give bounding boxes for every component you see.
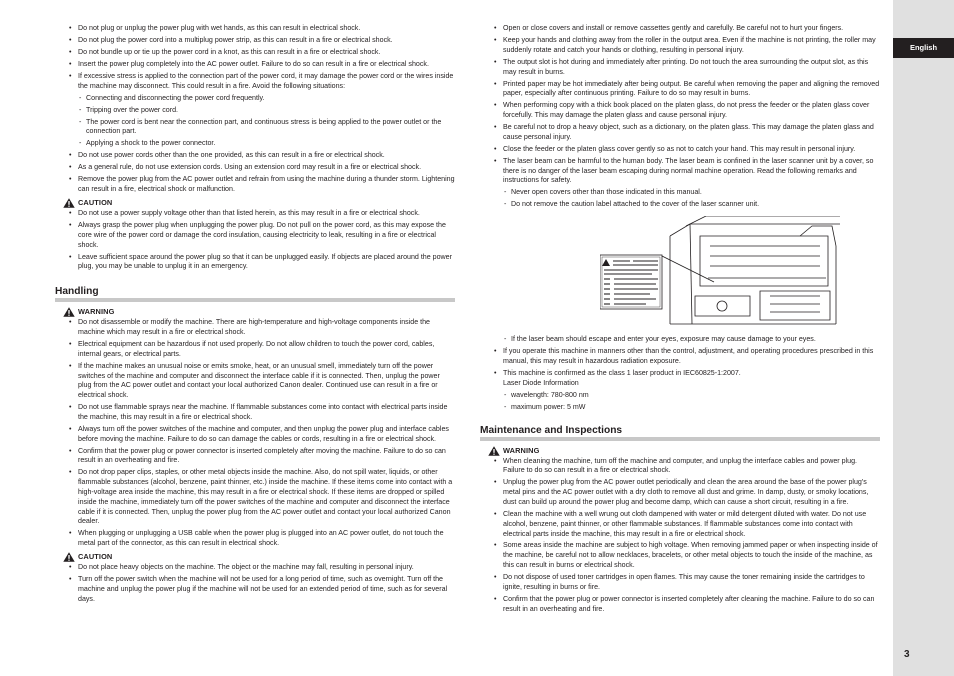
warning-triangle-icon: [488, 446, 500, 456]
list-item: • Do not use a power supply voltage other than that listed herein, as this may result in a fire or electrical shock.: [55, 209, 455, 219]
list-item: • Unplug the power plug from the AC power outlet periodically and clean the area around the base of the power plug's metal pins and the AC power outlet with a dry cloth to remove all dust and grime. In damp, dusty, or smoky locations, dust can build up around the power plug and become damp, which can cause a short circuit, resulting in a fire.: [480, 478, 880, 507]
maintenance-warning-list: [480, 457, 880, 615]
sub-list-item: - Applying a shock to the power connector.: [55, 139, 455, 149]
laser-diode-label: Laser Diode Information: [503, 378, 579, 387]
warning-heading: [55, 307, 455, 317]
list-item: • Be careful not to drop a heavy object, such as a dictionary, on the platen glass. This may damage the platen glass and cause personal injury.: [480, 123, 880, 143]
sub-list-item: - wavelength: 780-800 nm: [480, 391, 880, 401]
list-item: • This machine is confirmed as the class 1 laser product in IEC60825-1:2007.: [480, 369, 880, 379]
list-item: • Electrical equipment can be hazardous if not used properly. Do not allow children to touch the power cord, cables, internal gears, or electrical parts.: [55, 340, 455, 360]
list-item: • If the machine makes an unusual noise or emits smoke, heat, or an unusual smell, immediately turn off the power switches of the machine and computer and disconnect the interface cable if it is connected. Then, unplug the power plug from the AC power outlet and contact your local authorized Canon dealer. Continued use can result in a fire or electrical shock.: [55, 362, 455, 401]
sub-list-item: - The power cord is bent near the connection part, and continuous stress is being applied to the power outlet or the connection part.: [55, 118, 455, 138]
caution-list: [55, 563, 455, 604]
side-margin-band: [893, 0, 954, 676]
laser-caution-label-illustration: [600, 216, 840, 328]
list-item: • Clean the machine with a well wrung out cloth dampened with water or mild detergent diluted with water. Do not use alcohol, benzene, paint thinner, or other flammable substances. If flammable substances come into contact with electrical parts inside the machine, this may result in a fire or electrical shock.: [480, 510, 880, 539]
list-item: • Do not bundle up or tie up the power cord in a knot, as this can result in a fire or electrical shock.: [55, 48, 455, 58]
section-title-text: Handling: [55, 286, 99, 298]
list-item: • Do not plug the power cord into a multiplug power strip, as this can result in a fire or electrical shock.: [55, 36, 455, 46]
list-item: • Always grasp the power plug when unplugging the power plug. Do not pull on the power cord, as this may expose the core wire of the power cord or damage the cord insulation, causing electricity to leak, resulting in a fire or electrical shock.: [55, 221, 455, 250]
list-item: • When cleaning the machine, turn off the machine and computer, and unplug the interface cables and power plug. Failure to do so can result in a fire or electrical shock.: [480, 457, 880, 477]
sub-list-item: - maximum power: 5 mW: [480, 403, 880, 413]
warning-label: WARNING: [78, 307, 115, 317]
list-item: • As a general rule, do not use extension cords. Using an extension cord may result in a fire or electrical shock.: [55, 163, 455, 173]
handling-list-continued: [480, 24, 880, 210]
list-item: • Do not use flammable sprays near the machine. If flammable substances come into contact with electrical parts inside the machine, this may result in a fire or electrical shock.: [55, 403, 455, 423]
list-item: • The output slot is hot during and immediately after printing. Do not touch the area surrounding the output slot, as this may result in burns.: [480, 58, 880, 78]
list-item: • Confirm that the power plug or power connector is inserted completely after moving the machine. Failure to do so can result in an overheating and fire.: [55, 447, 455, 467]
list-item: • Close the feeder or the platen glass cover gently so as not to catch your hand. This may result in personal injury.: [480, 145, 880, 155]
warning-heading: [480, 446, 880, 456]
warning-triangle-icon: [63, 307, 75, 317]
intro-list: [55, 24, 455, 195]
caution-heading: [55, 198, 455, 208]
list-item: • Turn off the power switch when the machine will not be used for a long period of time, such as overnight. Turn off the machine and unplug the power plug if the machine will not be used for an extended period of time, such as for several days.: [55, 575, 455, 604]
sub-list-item: - Never open covers other than those indicated in this manual.: [480, 188, 880, 198]
list-item: • Some areas inside the machine are subject to high voltage. When removing jammed paper or when inspecting inside of the machine, be careful not to allow necklaces, bracelets, or other metal objects to touch the inside of the machine, as this can result in burns or electrical shock.: [480, 541, 880, 570]
sub-list-item: - Do not remove the caution label attached to the cover of the laser scanner unit.: [480, 200, 880, 210]
list-item: • Open or close covers and install or remove cassettes gently and carefully. Be careful not to hurt your fingers.: [480, 24, 880, 34]
list-item: • When plugging or unplugging a USB cable when the power plug is plugged into an AC power outlet, do not touch the metal part of the connector, as this can result in electrical shock.: [55, 529, 455, 549]
warning-triangle-icon: [63, 552, 75, 562]
list-item: • Insert the power plug completely into the AC power outlet. Failure to do so can result in a fire or electrical shock.: [55, 60, 455, 70]
left-column: [55, 24, 455, 607]
list-item: • If you operate this machine in manners other than the control, adjustment, and operating procedures prescribed in this manual, this may result in hazardous radiation exposure.: [480, 347, 880, 367]
caution-heading: [55, 552, 455, 562]
section-title-handling: [55, 286, 455, 302]
warning-list: [55, 318, 455, 549]
list-item: • Printed paper may be hot immediately after being output. Be careful when removing the paper and aligning the removed paper, especially after continuous printing. Failure to do so may result in burns.: [480, 80, 880, 100]
list-item: • Always turn off the power switches of the machine and computer, and then unplug the power plug and interface cables before moving the machine. Failure to do so can damage the cables or cords, resulting in a fire or electrical shock.: [55, 425, 455, 445]
list-item: • Keep your hands and clothing away from the roller in the output area. Even if the machine is not printing, the roller may suddenly rotate and catch your hands or clothing, resulting in personal injury.: [480, 36, 880, 56]
list-item: • Leave sufficient space around the power plug so that it can be unplugged easily. If objects are placed around the power plug, you may be unable to unplug it in an emergency.: [55, 253, 455, 273]
list-item: • Do not plug or unplug the power plug with wet hands, as this can result in electrical shock.: [55, 24, 455, 34]
list-item: • Do not disassemble or modify the machine. There are high-temperature and high-voltage components inside the machine which may result in a fire or electrical shock.: [55, 318, 455, 338]
list-item: • If excessive stress is applied to the connection part of the power cord, it may damage the power cord or the wires inside the machine may disconnect. This could result in a fire. Avoid the following situations:: [55, 72, 455, 92]
list-item: • Do not dispose of used toner cartridges in open flames. This may cause the toner remaining inside the cartridges to ignite, resulting in burns or fire.: [480, 573, 880, 593]
caution-list: [55, 209, 455, 272]
sub-list-item: - Tripping over the power cord.: [55, 106, 455, 116]
list-item: • Do not place heavy objects on the machine. The object or the machine may fall, resulting in personal injury.: [55, 563, 455, 573]
right-column: [480, 24, 880, 617]
warning-triangle-icon: [63, 198, 75, 208]
sub-list-item: - Connecting and disconnecting the power cord frequently.: [55, 94, 455, 104]
caution-label: CAUTION: [78, 198, 113, 208]
caution-label: CAUTION: [78, 552, 113, 562]
section-title-maintenance: [480, 425, 880, 441]
language-tab: English: [893, 38, 954, 58]
warning-label: WARNING: [503, 445, 540, 455]
sub-list-item: - If the laser beam should escape and enter your eyes, exposure may cause damage to your eyes.: [480, 335, 880, 345]
list-item: • Confirm that the power plug or power connector is inserted completely after cleaning the machine. Failure to do so can result in an overheating and fire.: [480, 595, 880, 615]
list-item: • Do not use power cords other than the one provided, as this can result in a fire or electrical shock.: [55, 151, 455, 161]
list-item: • Remove the power plug from the AC power outlet and refrain from using the machine during a thunder storm. Lightening can result in a fire, electrical shock or malfunction.: [55, 175, 455, 195]
list-item: • When performing copy with a thick book placed on the platen glass, do not press the feeder or the platen glass cover forcefully. This may damage the platen glass and cause personal injury.: [480, 101, 880, 121]
list-item: • Do not drop paper clips, staples, or other metal objects inside the machine. Also, do not spill water, liquids, or other flammable substances (alcohol, benzene, paint thinner, etc.) inside the machine. If these items come into contact with a high-voltage area inside the machine, this may result in a fire or electrical shock. If these items are dropped or spilled inside the machine, immediately turn off the power switches of the machine and computer and disconnect the interface cable if it is connected. Then, unplug the power plug from the AC power outlet and contact your local authorized Canon dealer.: [55, 468, 455, 527]
page-number: 3: [904, 649, 910, 660]
list-item: • The laser beam can be harmful to the human body. The laser beam is confined in the laser scanner unit by a cover, so there is no danger of the laser beam escaping during normal machine operation. Read the following remarks and instructions for safety.: [480, 157, 880, 186]
section-title-text: Maintenance and Inspections: [480, 424, 623, 436]
